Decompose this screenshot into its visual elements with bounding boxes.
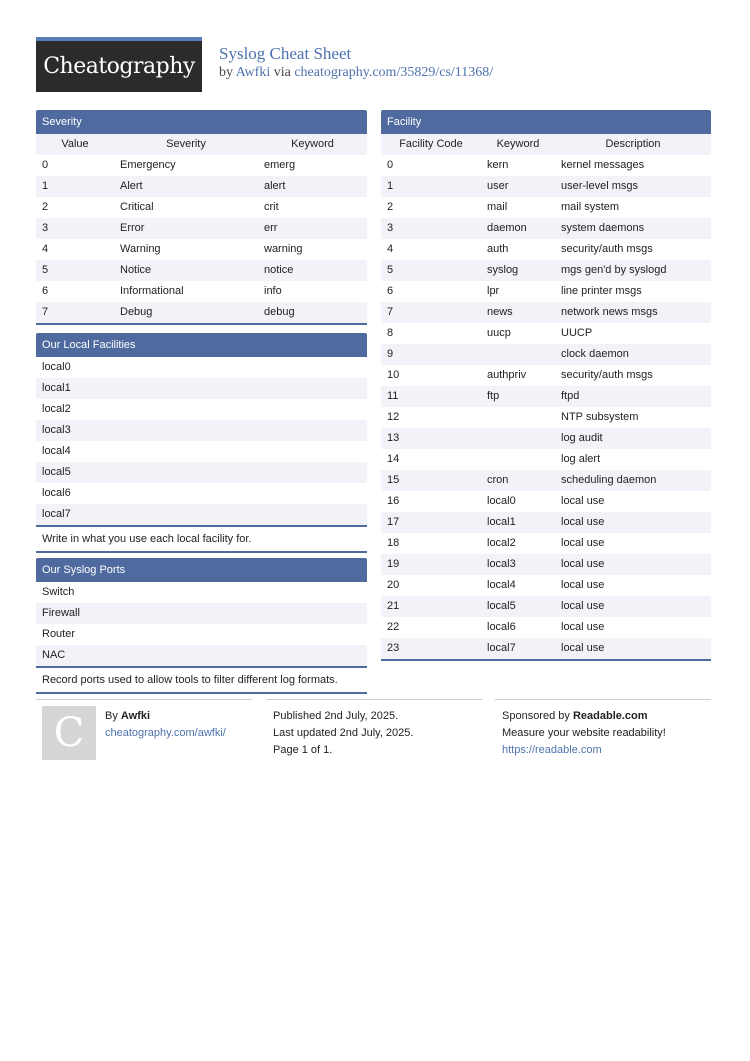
table-cell: Debug (120, 306, 153, 318)
severity-row (36, 239, 367, 260)
footer-sponsor-url[interactable]: https://readable.com (502, 744, 602, 756)
facility-table (381, 134, 711, 661)
footer-author (105, 710, 150, 722)
syslog-ports-note: Record ports used to allow tools to filter different log formats. (36, 668, 367, 694)
table-cell: 4 (387, 243, 394, 255)
table-cell: 6 (387, 285, 394, 297)
table-cell: 1 (387, 180, 394, 192)
local-facility-row (36, 483, 367, 504)
table-cell: user (487, 180, 509, 192)
table-cell: local use (561, 537, 605, 549)
facility-row (381, 365, 711, 386)
local-facility-row (36, 399, 367, 420)
table-cell: info (264, 285, 282, 297)
column-header: Value (61, 138, 89, 150)
facility-row (381, 239, 711, 260)
table-cell: Warning (120, 243, 161, 255)
facility-row (381, 638, 711, 659)
table-cell: err (264, 222, 278, 234)
table-cell: Error (120, 222, 145, 234)
local-facility-row (36, 462, 367, 483)
table-cell: Informational (120, 285, 184, 297)
table-cell: 14 (387, 453, 400, 465)
page-title: Syslog Cheat Sheet (219, 44, 352, 63)
facility-row (381, 197, 711, 218)
footer-sponsor (502, 710, 648, 722)
table-cell: scheduling daemon (561, 474, 657, 486)
facility-row (381, 470, 711, 491)
local-facility-row (36, 441, 367, 462)
table-cell: 0 (42, 159, 49, 171)
table-cell: network news msgs (561, 306, 658, 318)
local-facilities-title: Our Local Facilities (36, 333, 367, 357)
footer-divider (266, 699, 482, 700)
table-cell: ftp (487, 390, 500, 402)
list-item-text: local3 (42, 424, 71, 436)
table-cell: local use (561, 642, 605, 654)
byline (219, 65, 493, 81)
column-header: Description (605, 138, 661, 150)
table-cell: line printer msgs (561, 285, 642, 297)
table-cell: 12 (387, 411, 400, 423)
severity-row (36, 218, 367, 239)
table-cell: mail system (561, 201, 620, 213)
table-cell: Critical (120, 201, 154, 213)
table-cell: 19 (387, 558, 400, 570)
table-cell: 10 (387, 369, 400, 381)
footer-divider (495, 699, 711, 700)
facility-row (381, 428, 711, 449)
local-facilities-note: Write in what you use each local facility for. (36, 527, 367, 553)
local-facility-row (36, 357, 367, 378)
severity-row (36, 155, 367, 176)
severity-row (36, 260, 367, 281)
list-item-text: Router (42, 628, 76, 640)
table-cell: 17 (387, 516, 400, 528)
facility-header-row (381, 134, 711, 155)
table-cell: 1 (42, 180, 49, 192)
table-cell: 9 (387, 348, 394, 360)
list-item-text: local4 (42, 445, 71, 457)
facility-row (381, 302, 711, 323)
table-cell: Emergency (120, 159, 176, 171)
sheet-url-link[interactable]: cheatography.com/35829/cs/11368/ (294, 65, 494, 80)
facility-row (381, 344, 711, 365)
table-cell: clock daemon (561, 348, 629, 360)
author-link[interactable]: Awfki (235, 65, 271, 80)
severity-box (36, 110, 367, 325)
local-facilities-box (36, 333, 367, 553)
severity-row (36, 197, 367, 218)
table-cell: 22 (387, 621, 400, 633)
table-cell: debug (264, 306, 295, 318)
footer-sponsored-label: Sponsored by (502, 710, 570, 722)
severity-title: Severity (36, 110, 367, 134)
column-header: Severity (166, 138, 206, 150)
table-cell: local6 (487, 621, 516, 633)
facility-row (381, 323, 711, 344)
facility-row (381, 386, 711, 407)
table-cell: lpr (487, 285, 500, 297)
table-cell: 13 (387, 432, 400, 444)
table-cell: 20 (387, 579, 400, 591)
table-cell: 3 (42, 222, 49, 234)
severity-row (36, 281, 367, 302)
table-cell: 18 (387, 537, 400, 549)
table-cell: 15 (387, 474, 400, 486)
table-cell: emerg (264, 159, 296, 171)
table-cell: 5 (42, 264, 49, 276)
footer-updated: Last updated 2nd July, 2025. (273, 727, 414, 739)
table-cell: security/auth msgs (561, 243, 653, 255)
cheatography-logo[interactable] (36, 37, 202, 92)
facility-row (381, 176, 711, 197)
severity-header-row (36, 134, 367, 155)
facility-row (381, 533, 711, 554)
syslog-port-row (36, 603, 367, 624)
table-cell: authpriv (487, 369, 527, 381)
local-facility-row (36, 420, 367, 441)
syslog-ports-list (36, 582, 367, 668)
table-cell: local use (561, 579, 605, 591)
table-cell: security/auth msgs (561, 369, 653, 381)
local-facility-row (36, 504, 367, 525)
list-item-text: local5 (42, 466, 71, 478)
table-cell: auth (487, 243, 509, 255)
syslog-ports-box (36, 558, 367, 694)
table-cell: syslog (487, 264, 519, 276)
table-cell: kern (487, 159, 509, 171)
table-cell: 11 (387, 390, 399, 402)
table-cell: 7 (387, 306, 394, 318)
table-cell: local3 (487, 558, 516, 570)
footer-by-label: By (105, 710, 118, 722)
table-cell: mgs gen'd by syslogd (561, 264, 667, 276)
author-avatar[interactable] (42, 706, 96, 760)
facility-row (381, 554, 711, 575)
table-cell: NTP subsystem (561, 411, 639, 423)
table-cell: local use (561, 516, 605, 528)
table-cell: 23 (387, 642, 400, 654)
table-cell: daemon (487, 222, 527, 234)
table-cell: 0 (387, 159, 394, 171)
table-cell: kernel messages (561, 159, 645, 171)
table-cell: alert (264, 180, 286, 192)
table-cell: local use (561, 600, 605, 612)
table-cell: 3 (387, 222, 394, 234)
table-cell: 8 (387, 327, 394, 339)
table-cell: mail (487, 201, 508, 213)
avatar-letter: C (53, 710, 85, 756)
footer-author-url[interactable]: cheatography.com/awfki/ (105, 727, 226, 739)
footer-sponsor-name[interactable]: Readable.com (572, 710, 648, 722)
via-word: via (273, 65, 291, 80)
table-cell (481, 344, 555, 365)
facility-row (381, 155, 711, 176)
syslog-ports-title: Our Syslog Ports (36, 558, 367, 582)
list-item-text: local6 (42, 487, 71, 499)
table-cell: local1 (487, 516, 516, 528)
severity-table (36, 134, 367, 325)
facility-row (381, 596, 711, 617)
table-cell: 5 (387, 264, 394, 276)
table-cell: local0 (487, 495, 516, 507)
table-cell: warning (264, 243, 303, 255)
facility-row (381, 491, 711, 512)
table-cell (481, 449, 555, 470)
list-item-text: local1 (42, 382, 71, 394)
table-cell (481, 428, 555, 449)
table-cell: local4 (487, 579, 516, 591)
severity-row (36, 176, 367, 197)
table-cell: notice (264, 264, 294, 276)
local-facilities-list (36, 357, 367, 527)
footer-sponsor-tagline: Measure your website readability! (502, 727, 666, 739)
table-cell: UUCP (561, 327, 593, 339)
table-cell: 6 (42, 285, 49, 297)
syslog-port-row (36, 582, 367, 603)
facility-title: Facility (381, 110, 711, 134)
table-cell (481, 407, 555, 428)
list-item-text: Firewall (42, 607, 80, 619)
table-cell: cron (487, 474, 509, 486)
facility-box (381, 110, 711, 661)
table-cell: 21 (387, 600, 400, 612)
footer-divider (36, 699, 252, 700)
table-cell: 2 (42, 201, 49, 213)
table-cell: local use (561, 621, 605, 633)
column-header: Keyword (291, 138, 334, 150)
table-cell: user-level msgs (561, 180, 639, 192)
footer-author-name[interactable]: Awfki (120, 710, 151, 722)
list-item-text: local0 (42, 361, 71, 373)
by-word: by (219, 65, 233, 80)
facility-row (381, 512, 711, 533)
table-cell: local use (561, 495, 605, 507)
syslog-port-row (36, 624, 367, 645)
column-header: Keyword (496, 138, 540, 150)
local-facility-row (36, 378, 367, 399)
table-cell: uucp (487, 327, 511, 339)
severity-row (36, 302, 367, 323)
footer-page: Page 1 of 1. (273, 744, 333, 756)
table-cell: local use (561, 558, 605, 570)
footer-published: Published 2nd July, 2025. (273, 710, 399, 722)
table-cell: log audit (561, 432, 603, 444)
facility-row (381, 617, 711, 638)
list-item-text: NAC (42, 649, 66, 661)
table-cell: system daemons (561, 222, 645, 234)
column-header: Facility Code (399, 138, 463, 150)
facility-row (381, 575, 711, 596)
table-cell: news (487, 306, 513, 318)
table-cell: 7 (42, 306, 49, 318)
table-cell: 16 (387, 495, 400, 507)
facility-row (381, 281, 711, 302)
table-cell: Notice (120, 264, 152, 276)
list-item-text: local2 (42, 403, 71, 415)
syslog-port-row (36, 645, 367, 666)
table-cell: Alert (120, 180, 143, 192)
table-cell: 4 (42, 243, 49, 255)
table-cell: local7 (487, 642, 516, 654)
table-cell: log alert (561, 453, 601, 465)
table-cell: 2 (387, 201, 394, 213)
table-cell: crit (264, 201, 279, 213)
table-cell: local2 (487, 537, 516, 549)
table-cell: ftpd (561, 390, 580, 402)
list-item-text: local7 (42, 508, 71, 520)
facility-row (381, 260, 711, 281)
list-item-text: Switch (42, 586, 75, 598)
facility-row (381, 449, 711, 470)
logo-text: Cheatography (43, 54, 195, 79)
facility-row (381, 218, 711, 239)
facility-row (381, 407, 711, 428)
table-cell: local5 (487, 600, 516, 612)
